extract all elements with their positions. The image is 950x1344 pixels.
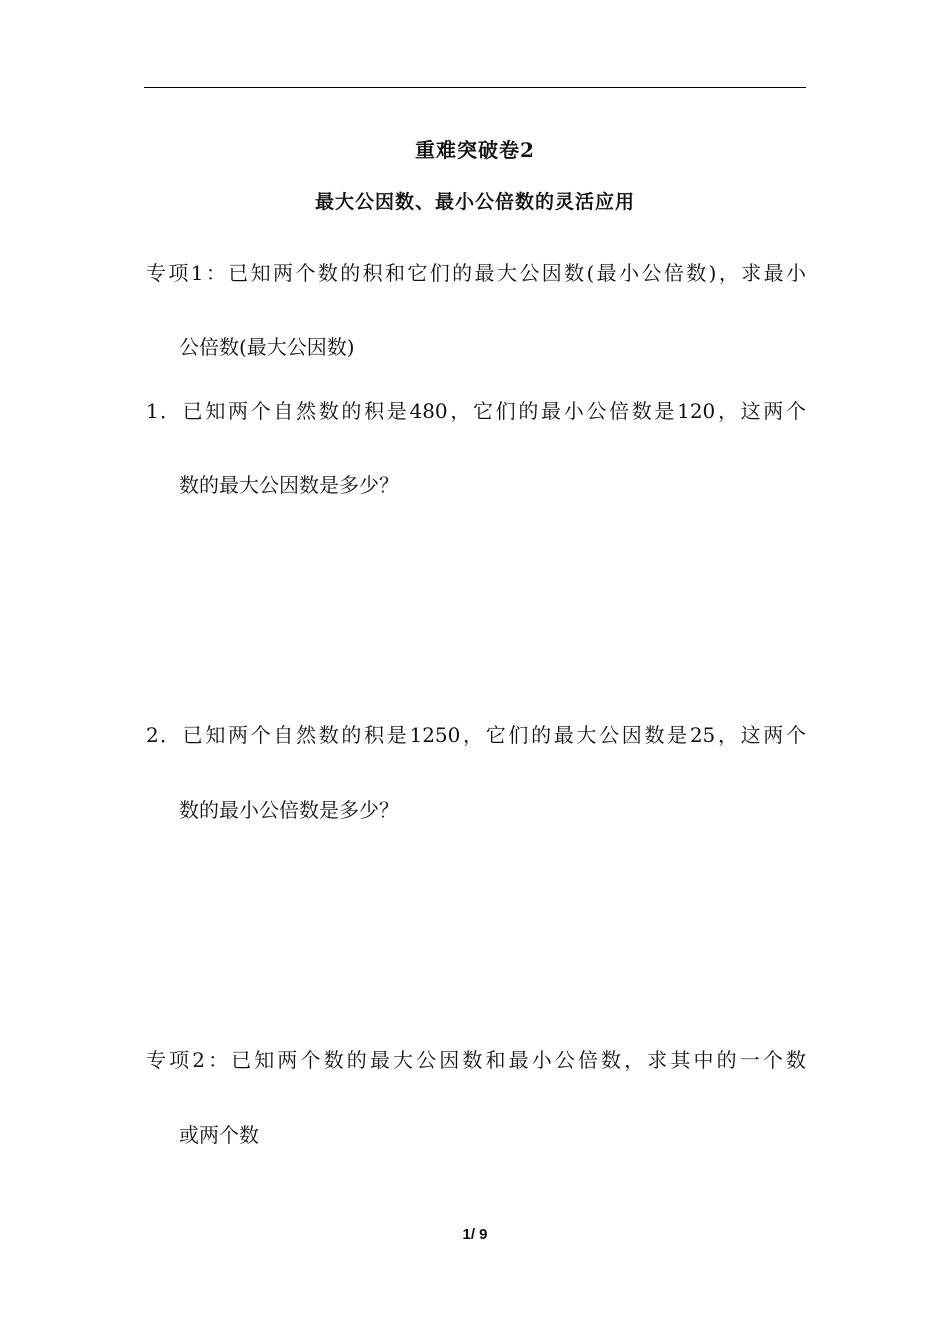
section-1-heading-continued: 公倍数(最大公因数) (179, 335, 355, 359)
question-1 (146, 397, 806, 425)
section-2-heading-continued: 或两个数 (179, 1123, 259, 1147)
question-1-text: 已知两个自然数的积是480，它们的最小公倍数是120，这两个 (180, 399, 806, 423)
section-1-heading: 专项1：已知两个数的积和它们的最大公因数(最小公倍数)，求最小 (146, 261, 806, 285)
document-title: 重难突破卷2 (415, 138, 535, 162)
section-2-heading: 专项2：已知两个数的最大公因数和最小公倍数，求其中的一个数 (146, 1048, 806, 1072)
document-subtitle: 最大公因数、最小公倍数的灵活应用 (314, 191, 635, 213)
header-rule (144, 87, 806, 88)
page-number: 1/ 9 (462, 1226, 488, 1243)
question-2-number: 2． (146, 723, 180, 747)
question-1-continued: 数的最大公因数是多少？ (179, 473, 399, 497)
question-2 (146, 721, 806, 749)
question-1-number: 1． (146, 399, 180, 423)
question-2-text: 已知两个自然数的积是1250，它们的最大公因数是25，这两个 (180, 723, 806, 747)
question-2-continued: 数的最小公倍数是多少？ (179, 798, 399, 822)
